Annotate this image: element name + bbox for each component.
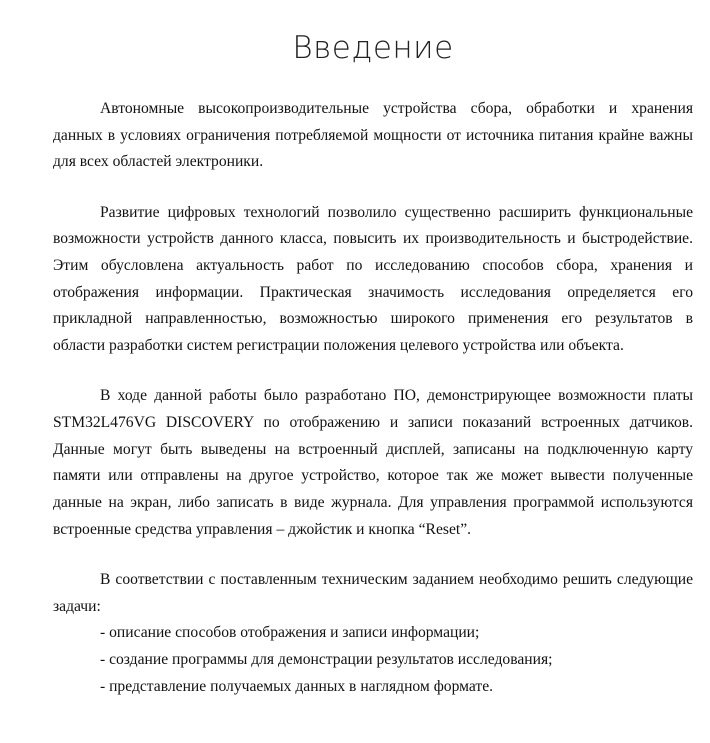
text-line: STM32L476VG DISCOVERY по отображению и записи показаний встроенных датчиков. — [53, 413, 693, 431]
text-line: Этим обусловлена актуальность работ по исследованию способов сбора, хранения и — [53, 256, 693, 274]
text-line: Автономные высокопроизводительные устройства сбора, обработки и хранения — [100, 100, 693, 117]
text-line: В ходе данной работы было разработано ПО, демонстрирующее возможности платы — [100, 387, 693, 405]
text-line: возможности устройств данного класса, повысить их производительность и быстродействие. — [53, 230, 693, 248]
text-line: данных в условиях ограничения потребляемой мощности от источника питания крайне важны — [53, 126, 693, 144]
paragraph-tasks — [53, 567, 693, 700]
task-list-item: - создание программы для демонстрации результатов исследования; — [100, 650, 553, 668]
paragraph-intro — [53, 96, 693, 176]
text-line: В соответствии с поставленным техническим заданием необходимо решить следующие — [100, 570, 693, 588]
text-line: памяти или отправлены на другое устройство, которое так же может вывести полученные — [53, 467, 693, 485]
text-line: задачи: — [53, 597, 101, 615]
document-body — [53, 96, 693, 700]
task-list-item: - описание способов отображения и записи информации; — [100, 624, 480, 642]
page-title: Введение — [292, 30, 454, 66]
task-list-item: - представление получаемых данных в наглядном формате. — [100, 677, 494, 695]
text-line: Данные могут быть выведены на встроенный дисплей, записаны на подключенную карту — [53, 440, 693, 458]
paragraph-relevance — [53, 200, 693, 360]
paragraph-work — [53, 383, 693, 543]
text-line: области разработки систем регистрации положения целевого устройства или объекта. — [53, 337, 624, 354]
text-line: данные на экран, либо записать в виде журнала. Для управления программой используются — [53, 493, 693, 511]
text-line: встроенные средства управления – джойстик и кнопка “Reset”. — [53, 520, 472, 538]
text-line: Развитие цифровых технологий позволило существенно расширить функциональные — [100, 203, 693, 221]
text-line: прикладной направленностью, возможностью широкого применения его результатов в — [53, 310, 693, 328]
text-line: отображения информации. Практическая значимость исследования определяется его — [53, 283, 693, 301]
text-line: для всех областей электроники. — [53, 153, 264, 171]
